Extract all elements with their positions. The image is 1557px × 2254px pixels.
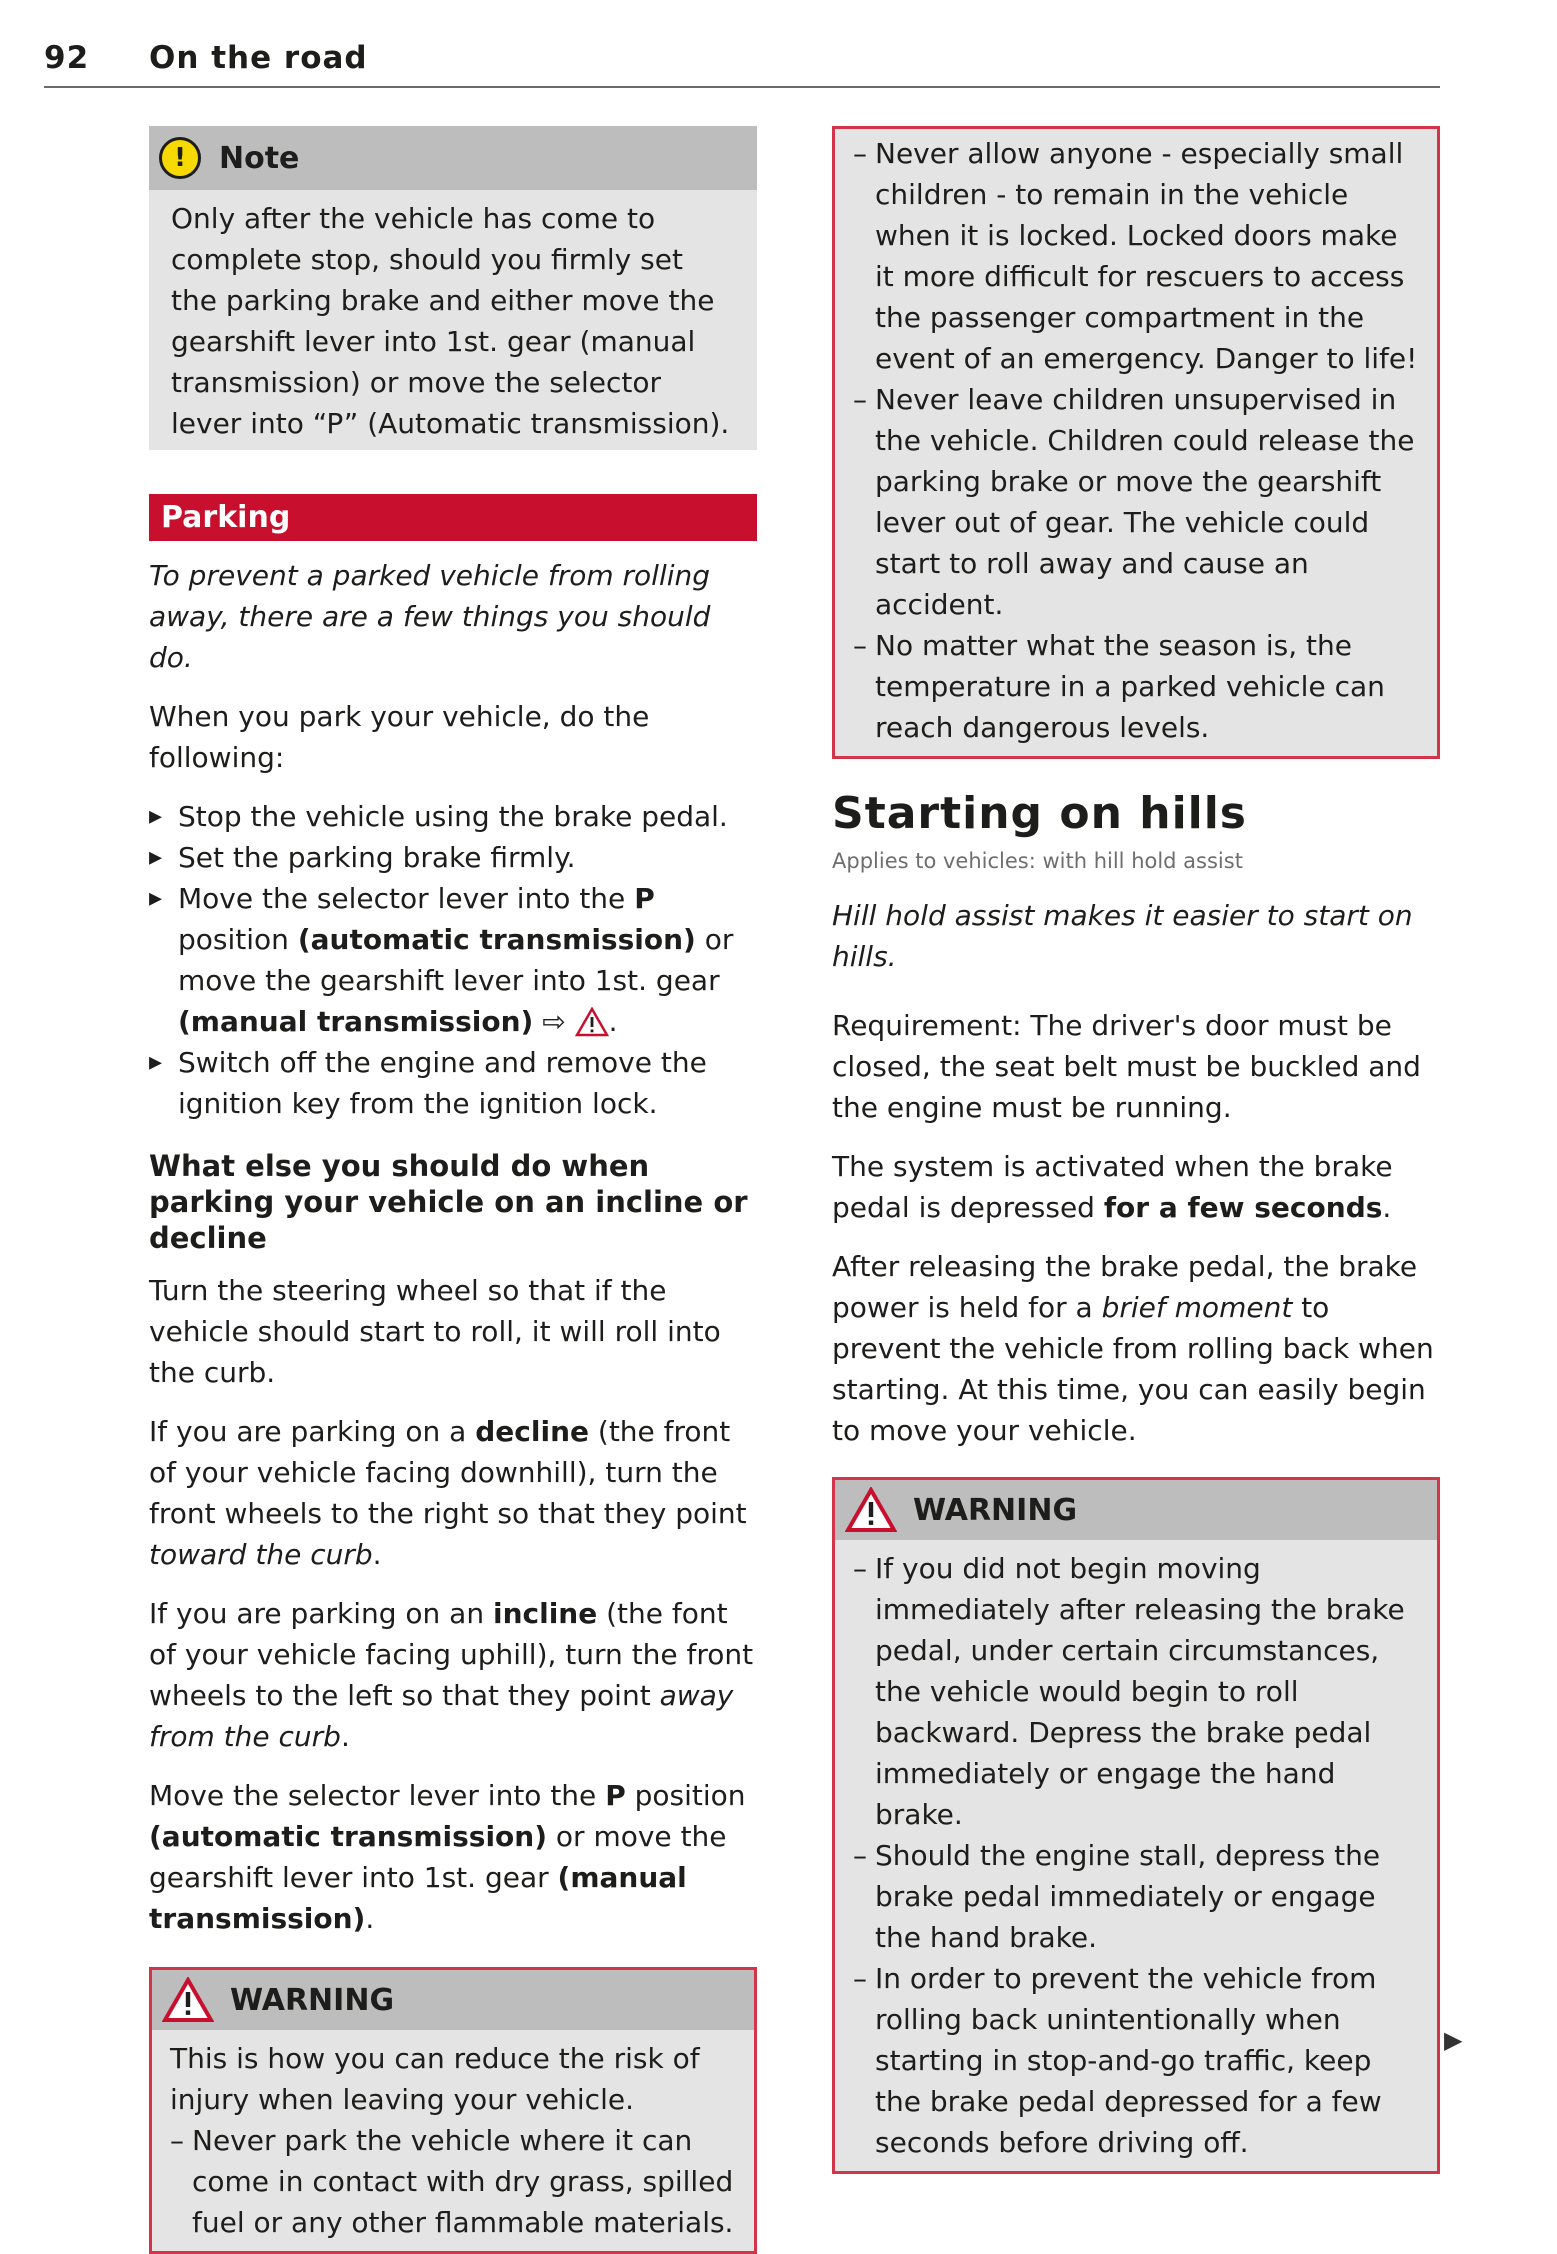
page-header xyxy=(44,36,1440,88)
parking-lead: When you park your vehicle, do the following: xyxy=(149,700,650,774)
warning-item: – Should the engine stall, depress the brake pedal immediately or engage the hand brake. xyxy=(853,1835,1419,1958)
list-item: ▸ Stop the vehicle using the brake pedal. xyxy=(149,796,757,837)
warning-title: WARNING xyxy=(913,1492,1078,1528)
incline-paragraph-2 xyxy=(149,1411,757,1575)
step-text: Move the selector lever into the xyxy=(178,882,635,915)
text-italic: brief moment xyxy=(1101,1291,1293,1324)
text-run: . xyxy=(372,1538,382,1571)
text-run: position xyxy=(625,1779,746,1812)
hills-heading: Starting on hills xyxy=(832,788,1247,839)
warning-item: – If you did not begin moving immediately after releasing the brake pedal, under certain circumstances, the vehicle would begin to roll backward. Depress the brake pedal immediately or engage the hand brake. xyxy=(853,1548,1419,1835)
text-run: to prevent the vehicle from rolling back when starting. At this time, you can easily begin to move your vehicle. xyxy=(832,1291,1434,1447)
note-box xyxy=(149,126,757,450)
hills-paragraph-1: Requirement: The driver's door must be closed, the seat belt must be buckled and the engine must be running. xyxy=(832,1009,1421,1124)
incline-heading: What else you should do when parking your vehicle on an incline or decline xyxy=(149,1149,748,1255)
warning-body xyxy=(152,2030,754,2251)
applies-to-note: Applies to vehicles: with hill hold assist xyxy=(832,849,1243,873)
note-title: Note xyxy=(219,140,300,176)
text-run: or move the gearshift lever into 1st. gear xyxy=(149,1820,727,1894)
text-run: . xyxy=(340,1720,350,1753)
text-run: If you are parking on a xyxy=(149,1415,476,1448)
warning-item: – Never leave children unsupervised in the vehicle. Children could release the parking brake or move the gearshift lever out of gear. The vehicle could start to roll away and cause an accident. xyxy=(853,379,1419,625)
reference-arrow: ⇨ xyxy=(533,1005,575,1038)
step-text: or move the gearshift lever into 1st. gear xyxy=(178,923,734,997)
step-bold: P xyxy=(634,882,655,915)
warning-header xyxy=(152,1970,754,2030)
warning-title: WARNING xyxy=(230,1982,395,2018)
continue-arrow-icon: ▶ xyxy=(1444,2026,1463,2054)
warning-item: – No matter what the season is, the temperature in a parked vehicle can reach dangerous levels. xyxy=(853,625,1419,748)
warning-box-left xyxy=(149,1967,757,2254)
section-title: On the road xyxy=(149,40,368,76)
note-text: Only after the vehicle has come to complete stop, should you firmly set the parking brake and either move the gearshift lever into 1st. gear (manual transmission) or move the selector lever into “P” (Automatic transmission). xyxy=(171,202,730,440)
step-bold: (manual transmission) xyxy=(178,1005,534,1038)
exclamation-circle-icon: ! xyxy=(159,137,201,179)
text-italic: away from the curb xyxy=(149,1679,734,1753)
text-run: . xyxy=(365,1902,375,1935)
page-number: 92 xyxy=(44,40,90,76)
warning-intro: This is how you can reduce the risk of injury when leaving your vehicle. xyxy=(170,2042,700,2116)
note-header xyxy=(149,126,757,190)
warning-item: – Never allow anyone - especially small children - to remain in the vehicle when it is locked. Locked doors make it more difficult for rescuers to access the passenger compartment in the event of an emergency. Danger to life! xyxy=(853,133,1419,379)
warning-box-continued xyxy=(832,126,1440,759)
warning-box-right xyxy=(832,1477,1440,2174)
incline-paragraph-1: Turn the steering wheel so that if the vehicle should start to roll, it will roll into the curb. xyxy=(149,1274,721,1389)
text-run: If you are parking on an xyxy=(149,1597,493,1630)
warning-item: – In order to prevent the vehicle from rolling back unintentionally when starting in stop-and-go traffic, keep the brake pedal depressed for a few seconds before driving off. xyxy=(853,1958,1419,2163)
parking-steps xyxy=(149,796,757,1124)
text-bold: P xyxy=(605,1779,626,1812)
step-text: position xyxy=(178,923,298,956)
warning-item: – Never park the vehicle where it can come in contact with dry grass, spilled fuel or any other flammable materials. xyxy=(170,2120,736,2243)
text-bold: for a few seconds xyxy=(1103,1191,1383,1224)
list-item: ▸ Set the parking brake firmly. xyxy=(149,837,757,878)
warning-triangle-icon xyxy=(575,1007,609,1037)
warning-triangle-icon xyxy=(845,1487,897,1533)
warning-triangle-icon xyxy=(162,1977,214,2023)
hills-paragraph-3 xyxy=(832,1246,1440,1451)
text-run: (the front of your vehicle facing downhill), turn the front wheels to the right so that they point xyxy=(149,1415,747,1530)
hills-paragraph-2 xyxy=(832,1146,1440,1228)
text-run: After releasing the brake pedal, the brake power is held for a xyxy=(832,1250,1418,1324)
warning-body xyxy=(835,129,1437,756)
incline-paragraph-4 xyxy=(149,1775,757,1939)
list-item: ▸ Switch off the engine and remove the ignition key from the ignition lock. xyxy=(149,1042,757,1124)
text-bold: decline xyxy=(475,1415,589,1448)
incline-paragraph-3 xyxy=(149,1593,757,1757)
parking-heading: Parking xyxy=(149,494,757,541)
text-run: Move the selector lever into the xyxy=(149,1779,606,1812)
right-column xyxy=(832,126,1440,2174)
text-bold: (manual transmission) xyxy=(149,1861,687,1935)
hills-intro: Hill hold assist makes it easier to start on hills. xyxy=(832,899,1413,973)
text-run: . xyxy=(1382,1191,1392,1224)
left-column xyxy=(149,126,757,2254)
warning-header xyxy=(835,1480,1437,1540)
text-run: (the font of your vehicle facing uphill), turn the front wheels to the left so that they point xyxy=(149,1597,754,1712)
list-item: ▸ Move the selector lever into the P position (automatic transmission) or move the gearshift lever into 1st. gear (manual transmission) ⇨ . xyxy=(149,878,757,1042)
warning-body xyxy=(835,1540,1437,2171)
text-run: The system is activated when the brake pedal is depressed xyxy=(832,1150,1393,1224)
text-italic: toward the curb xyxy=(149,1538,373,1571)
parking-intro: To prevent a parked vehicle from rolling away, there are a few things you should do. xyxy=(149,559,711,674)
text-bold: incline xyxy=(492,1597,598,1630)
step-bold: (automatic transmission) xyxy=(297,923,696,956)
text-bold: (automatic transmission) xyxy=(149,1820,548,1853)
